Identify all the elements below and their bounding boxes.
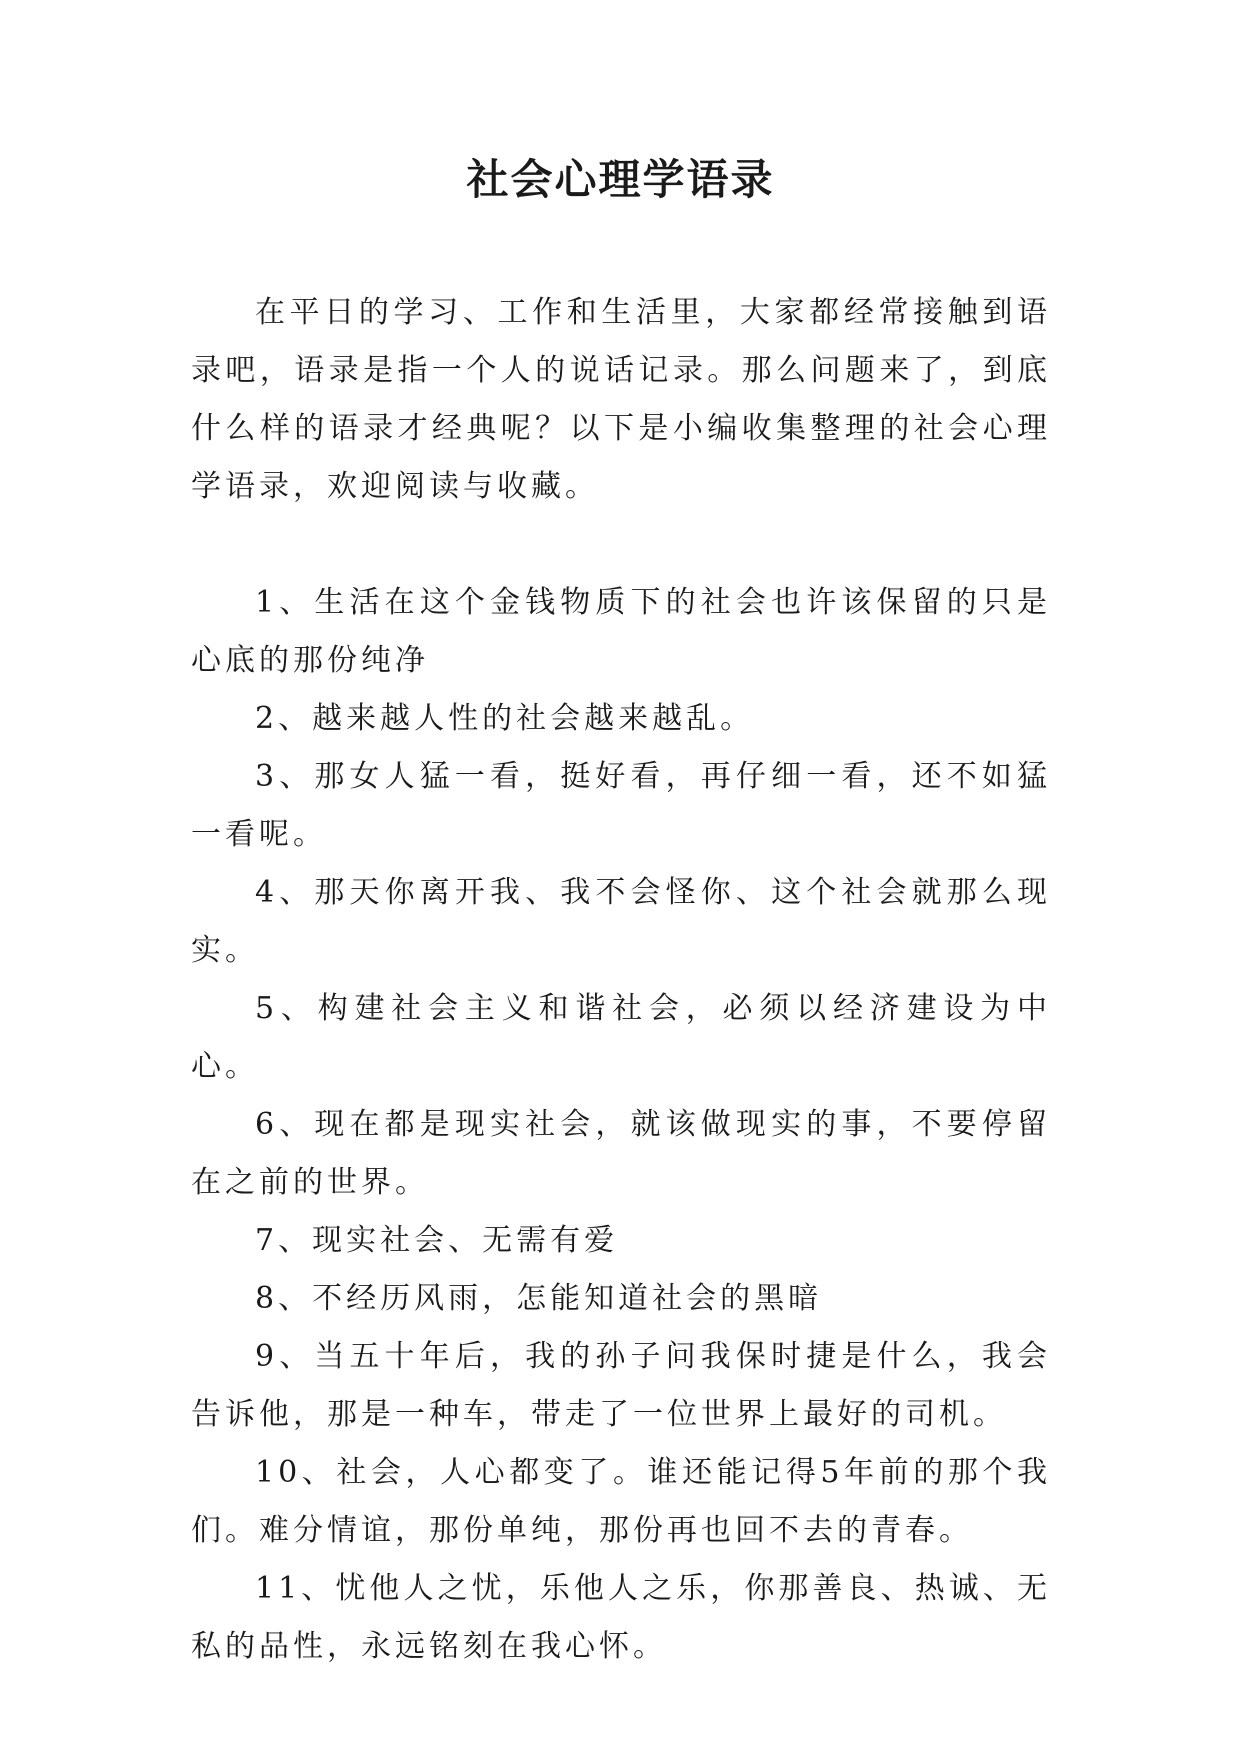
quote-item: 8、不经历风雨，怎能知道社会的黑暗 <box>255 1281 823 1316</box>
quote-item: 3、那女人猛一看，挺好看，再仔细一看，还不如猛一看呢。 <box>191 759 1051 852</box>
quote-item: 4、那天你离开我、我不会怪你、这个社会就那么现实。 <box>191 875 1051 968</box>
quote-item: 6、现在都是现实社会，就该做现实的事，不要停留在之前的世界。 <box>191 1107 1051 1200</box>
quote-item: 9、当五十年后，我的孙子问我保时捷是什么，我会告诉他，那是一种车，带走了一位世界上最好的司机。 <box>191 1339 1051 1432</box>
quote-item: 1、生活在这个金钱物质下的社会也许该保留的只是心底的那份纯净 <box>191 585 1051 678</box>
quote-item: 10、社会，人心都变了。谁还能记得5年前的那个我们。难分情谊，那份单纯，那份再也回不去的青春。 <box>191 1455 1051 1548</box>
quote-item: 7、现实社会、无需有爱 <box>255 1223 619 1258</box>
document-body <box>191 284 1051 1676</box>
quote-item: 11、忧他人之忧，乐他人之乐，你那善良、热诚、无私的品性，永远铭刻在我心怀。 <box>191 1571 1051 1664</box>
intro-paragraph: 在平日的学习、工作和生活里，大家都经常接触到语录吧，语录是指一个人的说话记录。那么问题来了，到底什么样的语录才经典呢？以下是小编收集整理的社会心理学语录，欢迎阅读与收藏。 <box>191 295 1051 504</box>
quote-item: 2、越来越人性的社会越来越乱。 <box>255 701 755 736</box>
document-title: 社会心理学语录 <box>466 155 775 204</box>
quote-item: 5、构建社会主义和谐社会，必须以经济建设为中心。 <box>191 991 1051 1084</box>
